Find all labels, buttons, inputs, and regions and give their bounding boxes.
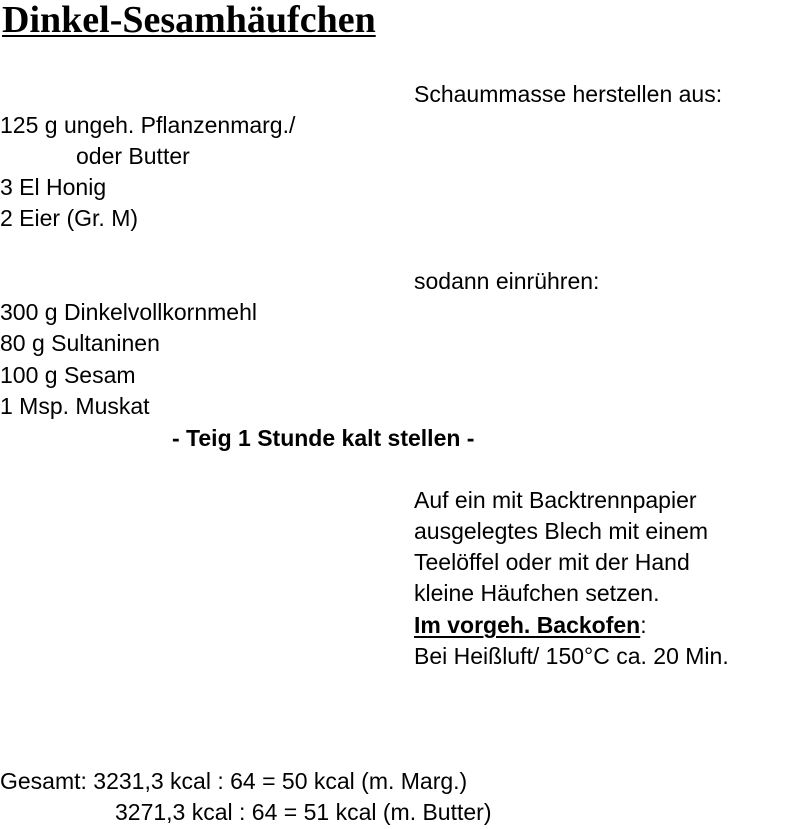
- ingredient-flour: 300 g Dinkelvollkornmehl: [0, 299, 257, 325]
- oven-colon: :: [640, 612, 647, 638]
- ingredient-honey: 3 El Honig: [0, 174, 107, 200]
- step3-line-2: ausgelegtes Blech mit einem: [414, 518, 709, 544]
- step2-heading: sodann einrühren:: [414, 268, 600, 294]
- oven-setting: Bei Heißluft/ 150°C ca. 20 Min.: [414, 643, 729, 669]
- recipe-title: Dinkel-Sesamhäufchen: [2, 0, 376, 41]
- ingredient-nutmeg: 1 Msp. Muskat: [0, 393, 150, 419]
- total-margarine: Gesamt: 3231,3 kcal : 64 = 50 kcal (m. Marg.): [0, 768, 468, 794]
- step3-line-4: kleine Häufchen setzen.: [414, 580, 660, 606]
- step3-line-1: Auf ein mit Backtrennpapier: [414, 487, 697, 513]
- oven-label: Im vorgeh. Backofen: [414, 612, 641, 638]
- ingredient-eggs: 2 Eier (Gr. M): [0, 205, 139, 231]
- ingredient-sesame: 100 g Sesam: [0, 362, 136, 388]
- ingredient-sultanas: 80 g Sultaninen: [0, 330, 160, 356]
- total-butter: 3271,3 kcal : 64 = 51 kcal (m. Butter): [115, 799, 492, 825]
- step3-line-3: Teelöffel oder mit der Hand: [414, 549, 690, 575]
- ingredient-butter-alt: oder Butter: [76, 143, 190, 169]
- step1-heading: Schaummasse herstellen aus:: [414, 81, 723, 107]
- chill-note: - Teig 1 Stunde kalt stellen -: [172, 425, 475, 451]
- oven-heading: [414, 611, 647, 639]
- ingredient-margarine: 125 g ungeh. Pflanzenmarg./: [0, 112, 296, 138]
